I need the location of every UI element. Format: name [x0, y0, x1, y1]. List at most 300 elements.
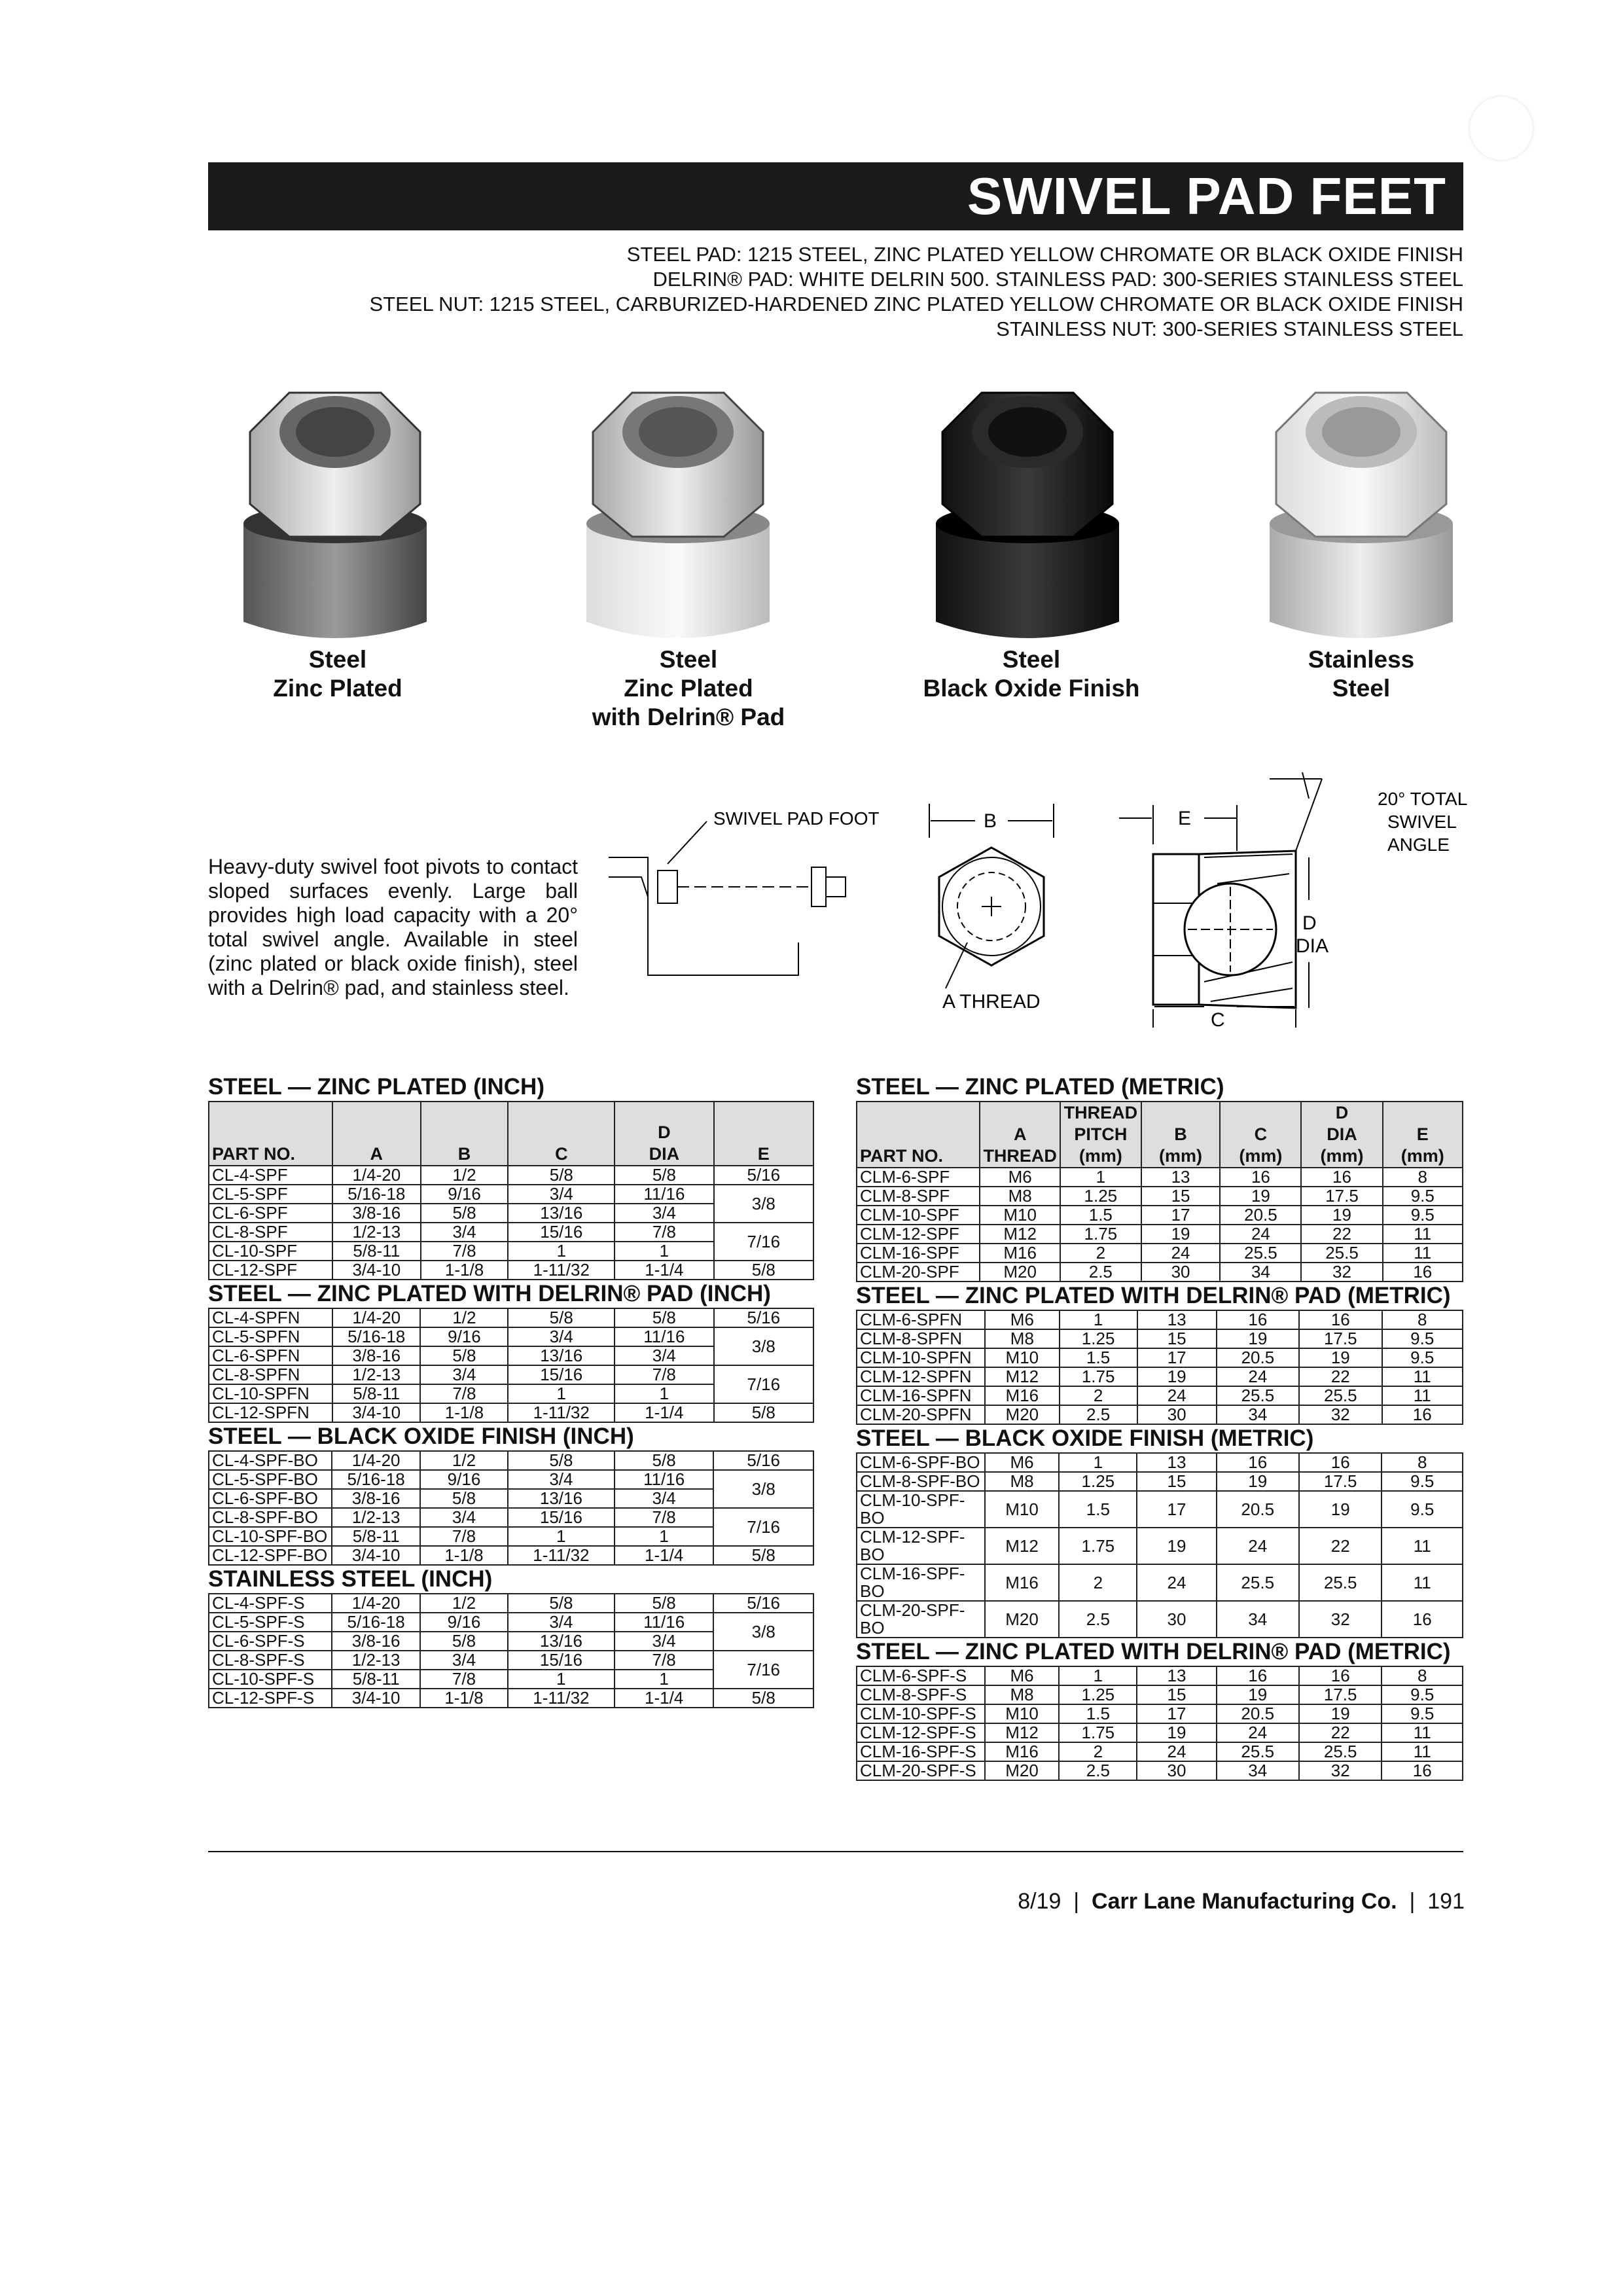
cell: 16	[1299, 1453, 1382, 1472]
cell: 11	[1383, 1225, 1463, 1244]
cell: 9.5	[1382, 1329, 1463, 1348]
caption-line: Steel	[308, 646, 367, 673]
cell: 32	[1299, 1761, 1382, 1780]
header-line: C	[1254, 1124, 1268, 1144]
cell: 1	[508, 1527, 615, 1546]
cell: 9/16	[420, 1470, 508, 1489]
part-number: CL-8-SPF-BO	[209, 1508, 332, 1527]
cell: 15/16	[508, 1651, 615, 1670]
table-row	[209, 1223, 813, 1242]
cell: 5/8	[421, 1204, 508, 1223]
cell: 1/2-13	[332, 1508, 420, 1527]
cell: 1-1/8	[421, 1261, 508, 1280]
cell: 1-1/4	[615, 1403, 713, 1422]
cell: 30	[1137, 1761, 1216, 1780]
part-number: CL-5-SPFN	[209, 1327, 332, 1346]
cell: 3/8-16	[332, 1346, 421, 1365]
cell: 15	[1137, 1329, 1217, 1348]
stainless-metric-table	[856, 1666, 1463, 1781]
cell: 7/8	[420, 1384, 508, 1403]
part-number: CLM-20-SPF	[857, 1263, 980, 1282]
part-number: CLM-16-SPF-S	[857, 1742, 985, 1761]
cell: 1.25	[1060, 1329, 1137, 1348]
cell: 3/4	[508, 1327, 615, 1346]
part-number: CLM-12-SPF	[857, 1225, 980, 1244]
cell: 1-1/4	[615, 1261, 713, 1280]
header-bar	[208, 162, 1463, 230]
cell: 2.5	[1060, 1405, 1137, 1424]
cell: 7/8	[421, 1242, 508, 1261]
cell: M10	[985, 1704, 1060, 1723]
col-header: C	[508, 1102, 615, 1166]
cell: 1/2-13	[332, 1365, 421, 1384]
cell: 13/16	[508, 1346, 615, 1365]
cell: 1/2	[420, 1451, 508, 1470]
product-caption	[551, 645, 826, 732]
cell: 5/16-18	[332, 1327, 421, 1346]
footer-separator: |	[1067, 1889, 1086, 1914]
cell: 1.25	[1059, 1472, 1137, 1491]
cell: 5/8	[615, 1308, 713, 1327]
caption-line: Steel	[659, 646, 718, 673]
cell: 19	[1137, 1723, 1216, 1742]
part-number: CLM-8-SPF	[857, 1187, 980, 1206]
cell: 9.5	[1382, 1685, 1463, 1704]
cell: 16	[1220, 1168, 1301, 1187]
table-row	[209, 1365, 813, 1384]
part-number: CL-4-SPF	[209, 1166, 332, 1185]
cell: 5/8	[420, 1346, 508, 1365]
cell: 13/16	[508, 1204, 615, 1223]
cell: 16	[1299, 1666, 1382, 1685]
cell: 22	[1299, 1723, 1382, 1742]
header-line: E	[1416, 1124, 1429, 1144]
table-row	[209, 1651, 813, 1670]
spec-line: STEEL PAD: 1215 STEEL, ZINC PLATED YELLOW CHROMATE OR BLACK OXIDE FINISH	[626, 243, 1463, 266]
cell: 1.5	[1059, 1491, 1137, 1528]
part-number: CL-6-SPF-BO	[209, 1489, 332, 1508]
caption-line: with Delrin® Pad	[592, 704, 785, 730]
cell: 8	[1382, 1310, 1463, 1329]
cell: 1	[508, 1670, 615, 1689]
cell: 25.5	[1299, 1386, 1382, 1405]
cell: M16	[980, 1244, 1060, 1263]
cell: 3/4	[508, 1613, 615, 1632]
caption-line: Stainless	[1308, 646, 1415, 673]
part-number: CLM-6-SPFN	[857, 1310, 985, 1329]
cell: 16	[1382, 1761, 1463, 1780]
cell: M10	[980, 1206, 1060, 1225]
table-row	[209, 1546, 813, 1565]
cell: 19	[1299, 1704, 1382, 1723]
cell: M16	[985, 1386, 1060, 1405]
cell: 1/2-13	[332, 1651, 420, 1670]
cell: 1.5	[1060, 1348, 1137, 1367]
part-number: CLM-12-SPFN	[857, 1367, 985, 1386]
dim-c-label: C	[1211, 1009, 1225, 1031]
cell: 1	[615, 1384, 713, 1403]
cell: 1-11/32	[508, 1403, 615, 1422]
page-corner-circle	[1470, 97, 1533, 160]
cell: 3/4-10	[332, 1261, 421, 1280]
cell: 9.5	[1383, 1187, 1463, 1206]
cell: 1/4-20	[332, 1594, 420, 1613]
cell: 3/4	[615, 1346, 713, 1365]
cell: M12	[980, 1225, 1060, 1244]
a-thread-label: A THREAD	[942, 991, 1041, 1013]
cell: 2	[1059, 1742, 1137, 1761]
table-row	[857, 1386, 1463, 1405]
steel-delrin-inch-table	[208, 1308, 814, 1423]
cell: 3/8	[713, 1470, 813, 1508]
cell: M8	[985, 1472, 1060, 1491]
cell: 1	[1060, 1168, 1141, 1187]
col-header: B	[421, 1102, 508, 1166]
steel-black-oxide-inch-table	[208, 1450, 814, 1566]
cell: 17.5	[1299, 1329, 1382, 1348]
cell: 16	[1299, 1310, 1382, 1329]
table-title: STEEL — ZINC PLATED WITH DELRIN® PAD (METRIC)	[856, 1639, 1451, 1664]
cell: M12	[985, 1528, 1060, 1564]
cell: M6	[980, 1168, 1060, 1187]
table-row	[857, 1263, 1463, 1282]
cell: 2	[1060, 1386, 1137, 1405]
cell: M6	[985, 1453, 1060, 1472]
spec-line: STEEL NUT: 1215 STEEL, CARBURIZED-HARDENED ZINC PLATED YELLOW CHROMATE OR BLACK OXIDE FINISH	[369, 293, 1463, 315]
cell: 5/8	[420, 1632, 508, 1651]
header-line: (mm)	[1320, 1146, 1364, 1166]
cell: 17.5	[1301, 1187, 1382, 1206]
cell: 25.5	[1217, 1742, 1299, 1761]
part-number: CLM-12-SPF-BO	[857, 1528, 985, 1564]
cell: 1	[1059, 1666, 1137, 1685]
table-row	[857, 1761, 1463, 1780]
table-title: STEEL — ZINC PLATED WITH DELRIN® PAD (METRIC)	[856, 1283, 1451, 1308]
cell: 11/16	[615, 1185, 713, 1204]
cell: 25.5	[1299, 1742, 1382, 1761]
cell: 1	[1059, 1453, 1137, 1472]
cell: 20.5	[1217, 1491, 1299, 1528]
cell: 7/8	[615, 1508, 714, 1527]
part-number: CL-5-SPF-S	[209, 1613, 332, 1632]
table-row	[209, 1166, 813, 1185]
steel-black-oxide-metric-table	[856, 1452, 1463, 1638]
cell: 19	[1299, 1491, 1382, 1528]
cell: 3/4	[508, 1470, 615, 1489]
header-line: D	[658, 1122, 671, 1142]
cell: 3/8	[713, 1613, 813, 1651]
col-header	[1220, 1102, 1301, 1168]
part-number: CL-10-SPFN	[209, 1384, 332, 1403]
inch-tables	[208, 1073, 814, 1708]
cell: 9/16	[420, 1613, 508, 1632]
cell: 24	[1217, 1723, 1299, 1742]
cell: 13	[1137, 1666, 1216, 1685]
table-row	[857, 1168, 1463, 1187]
steel-zinc-plated-photo	[230, 386, 440, 648]
cell: 1	[615, 1670, 714, 1689]
side-section-diagram	[1106, 766, 1472, 1034]
part-number: CLM-16-SPF	[857, 1244, 980, 1263]
cell: 5/16-18	[332, 1470, 420, 1489]
cell: 7/8	[420, 1670, 508, 1689]
cell: 25.5	[1220, 1244, 1301, 1263]
cell: 11/16	[615, 1613, 714, 1632]
cell: 20.5	[1220, 1206, 1301, 1225]
cell: 5/8-11	[332, 1242, 421, 1261]
cell: 15/16	[508, 1223, 615, 1242]
cell: 5/8	[713, 1546, 813, 1565]
material-specs	[220, 242, 1463, 342]
dia-label: DIA	[1296, 935, 1329, 957]
cell: 9.5	[1382, 1348, 1463, 1367]
cell: 16	[1382, 1405, 1463, 1424]
swivel-label: SWIVEL PAD FOOT	[713, 808, 880, 829]
cell: 24	[1220, 1225, 1301, 1244]
part-number: CL-12-SPF-S	[209, 1689, 332, 1708]
cell: 34	[1217, 1601, 1299, 1638]
table-row	[857, 1329, 1463, 1348]
cell: 8	[1382, 1666, 1463, 1685]
angle-label: 20° TOTAL	[1378, 789, 1468, 809]
cell: 15/16	[508, 1365, 615, 1384]
part-number: CL-12-SPFN	[209, 1403, 332, 1422]
header-line: THREAD	[983, 1146, 1057, 1166]
cell: 1/2	[420, 1594, 508, 1613]
cell: 7/16	[713, 1508, 813, 1546]
caption-line: Black Oxide Finish	[923, 675, 1140, 702]
table-row	[857, 1704, 1463, 1723]
col-header: PART NO.	[857, 1102, 980, 1168]
cell: 1-1/8	[420, 1403, 508, 1422]
cell: 7/8	[615, 1365, 713, 1384]
cell: 32	[1299, 1405, 1382, 1424]
part-number: CL-4-SPF-BO	[209, 1451, 332, 1470]
cell: 19	[1299, 1348, 1382, 1367]
part-number: CLM-20-SPFN	[857, 1405, 985, 1424]
col-header	[615, 1102, 713, 1166]
cell: 13	[1141, 1168, 1221, 1187]
cell: 1/4-20	[332, 1166, 421, 1185]
cell: 1	[1060, 1310, 1137, 1329]
cell: 11	[1382, 1367, 1463, 1386]
cell: 1.75	[1060, 1225, 1141, 1244]
cell: M6	[985, 1666, 1060, 1685]
cell: 8	[1383, 1168, 1463, 1187]
part-number: CL-10-SPF-BO	[209, 1527, 332, 1546]
steel-black-oxide-photo	[923, 386, 1132, 648]
caption-line: Steel	[1332, 675, 1391, 702]
cell: 17	[1137, 1348, 1217, 1367]
cell: M16	[985, 1564, 1060, 1601]
cell: 17	[1137, 1704, 1216, 1723]
part-number: CL-6-SPF	[209, 1204, 332, 1223]
footer-separator: |	[1403, 1889, 1421, 1914]
cell: 9.5	[1382, 1704, 1463, 1723]
table-title: STEEL — ZINC PLATED (INCH)	[208, 1074, 544, 1100]
cell: 2.5	[1059, 1601, 1137, 1638]
part-number: CL-10-SPF-S	[209, 1670, 332, 1689]
part-number: CLM-16-SPF-BO	[857, 1564, 985, 1601]
cell: M20	[985, 1405, 1060, 1424]
part-number: CLM-8-SPF-S	[857, 1685, 985, 1704]
cell: 30	[1137, 1601, 1216, 1638]
part-number: CL-12-SPF	[209, 1261, 332, 1280]
part-number: CL-6-SPFN	[209, 1346, 332, 1365]
cell: 1.25	[1060, 1187, 1141, 1206]
cell: 7/16	[713, 1651, 813, 1689]
cell: 11	[1382, 1386, 1463, 1405]
cell: 9.5	[1382, 1472, 1463, 1491]
header-line: DIA	[1327, 1124, 1357, 1144]
table-row	[857, 1453, 1463, 1472]
part-number: CL-12-SPF-BO	[209, 1546, 332, 1565]
cell: 13/16	[508, 1632, 615, 1651]
part-number: CLM-20-SPF-BO	[857, 1601, 985, 1638]
cell: 2.5	[1060, 1263, 1141, 1282]
table-title: STEEL — ZINC PLATED WITH DELRIN® PAD (INCH)	[208, 1281, 771, 1306]
col-header	[1060, 1102, 1141, 1168]
cell: M20	[985, 1761, 1060, 1780]
cell: 30	[1141, 1263, 1221, 1282]
cell: 3/8	[714, 1185, 813, 1223]
cell: 3/4	[508, 1185, 615, 1204]
cell: 5/16-18	[332, 1613, 420, 1632]
cell: 25.5	[1301, 1244, 1382, 1263]
cell: 5/8	[615, 1451, 714, 1470]
cell: 34	[1217, 1761, 1299, 1780]
caption-line: Zinc Plated	[273, 675, 402, 702]
product-caption	[200, 645, 475, 703]
cell: M8	[980, 1187, 1060, 1206]
cell: 1.75	[1059, 1723, 1137, 1742]
part-number: CL-5-SPF-BO	[209, 1470, 332, 1489]
cell: 16	[1301, 1168, 1382, 1187]
cell: 3/8	[714, 1327, 813, 1365]
caption-line: Zinc Plated	[624, 675, 753, 702]
table-row	[857, 1206, 1463, 1225]
cell: 9/16	[421, 1185, 508, 1204]
table-title: STAINLESS STEEL (INCH)	[208, 1566, 493, 1592]
cell: 1-11/32	[508, 1689, 615, 1708]
part-number: CL-4-SPF-S	[209, 1594, 332, 1613]
table-row	[209, 1261, 813, 1280]
table-row	[857, 1564, 1463, 1601]
intro-text: Heavy-duty swivel foot pivots to contact sloped surfaces evenly. Large ball provides high load capacity with a 20° total swivel angle. Available in steel (zinc plated or black oxide finish), steel with a Delrin® pad, and stainless steel.	[208, 855, 578, 999]
cell: 19	[1141, 1225, 1221, 1244]
part-number: CL-6-SPF-S	[209, 1632, 332, 1651]
cell: 2	[1059, 1564, 1137, 1601]
dim-e-label: E	[1178, 808, 1192, 829]
footer-date: 8/19	[1018, 1889, 1061, 1914]
cell: 24	[1137, 1742, 1216, 1761]
spec-line: DELRIN® PAD: WHITE DELRIN 500. STAINLESS PAD: 300-SERIES STAINLESS STEEL	[652, 268, 1463, 291]
cell: 15/16	[508, 1508, 615, 1527]
cell: 16	[1217, 1310, 1299, 1329]
cell: 34	[1217, 1405, 1299, 1424]
cell: 3/4-10	[332, 1403, 421, 1422]
cell: 1	[615, 1242, 713, 1261]
table-title: STEEL — BLACK OXIDE FINISH (INCH)	[208, 1424, 634, 1449]
cell: 1	[615, 1527, 714, 1546]
cell: 30	[1137, 1405, 1217, 1424]
part-number: CLM-16-SPFN	[857, 1386, 985, 1405]
cell: 3/8-16	[332, 1632, 420, 1651]
cell: 8	[1382, 1453, 1463, 1472]
cell: 2.5	[1059, 1761, 1137, 1780]
cell: 5/8	[508, 1166, 615, 1185]
cell: 19	[1137, 1528, 1216, 1564]
cell: M8	[985, 1329, 1060, 1348]
cell: 17	[1141, 1206, 1221, 1225]
cell: 1	[508, 1242, 615, 1261]
cell: 32	[1301, 1263, 1382, 1282]
cell: 5/8	[615, 1594, 714, 1613]
table-row	[209, 1327, 813, 1346]
page-number: 191	[1427, 1889, 1465, 1914]
col-header: A	[332, 1102, 421, 1166]
table-row	[209, 1594, 813, 1613]
table-row	[857, 1472, 1463, 1491]
header-line: DIA	[649, 1144, 680, 1164]
part-number: CL-8-SPF	[209, 1223, 332, 1242]
cell: 25.5	[1217, 1386, 1299, 1405]
cell: 7/8	[615, 1651, 714, 1670]
cell: 7/16	[714, 1365, 813, 1403]
cell: 5/16-18	[332, 1185, 421, 1204]
cell: 3/4	[615, 1489, 714, 1508]
part-number: CLM-10-SPF	[857, 1206, 980, 1225]
table-row	[857, 1405, 1463, 1424]
part-number: CLM-8-SPFN	[857, 1329, 985, 1348]
header-line: (mm)	[1239, 1146, 1283, 1166]
cell: 34	[1220, 1263, 1301, 1282]
swivel-pad-foot-diagram	[596, 792, 883, 995]
cell: 17.5	[1299, 1472, 1382, 1491]
header-line: (mm)	[1400, 1146, 1444, 1166]
part-number: CL-5-SPF	[209, 1185, 332, 1204]
header-line: THREAD	[1063, 1103, 1138, 1122]
cell: 1-1/8	[420, 1546, 508, 1565]
cell: 25.5	[1299, 1564, 1382, 1601]
table-row	[209, 1185, 813, 1204]
cell: 5/8-11	[332, 1670, 420, 1689]
cell: M10	[985, 1491, 1060, 1528]
cell: 7/16	[714, 1223, 813, 1261]
cell: 11/16	[615, 1470, 714, 1489]
cell: 19	[1301, 1206, 1382, 1225]
stainless-inch-table	[208, 1593, 814, 1708]
table-row	[857, 1685, 1463, 1704]
cell: M10	[985, 1348, 1060, 1367]
cell: 1.5	[1060, 1206, 1141, 1225]
cell: 20.5	[1217, 1348, 1299, 1367]
cell: 11/16	[615, 1327, 713, 1346]
cell: 3/4-10	[332, 1546, 420, 1565]
cell: 1.75	[1059, 1528, 1137, 1564]
metric-tables	[856, 1073, 1463, 1781]
dim-d-label: D	[1302, 912, 1317, 934]
cell: 9.5	[1383, 1206, 1463, 1225]
cell: 5/8-11	[332, 1384, 421, 1403]
cell: 3/8-16	[332, 1204, 421, 1223]
cell: 19	[1137, 1367, 1217, 1386]
cell: 7/8	[420, 1527, 508, 1546]
steel-delrin-metric-table	[856, 1310, 1463, 1425]
cell: 5/16	[713, 1451, 813, 1470]
cell: M12	[985, 1723, 1060, 1742]
col-header	[980, 1102, 1060, 1168]
